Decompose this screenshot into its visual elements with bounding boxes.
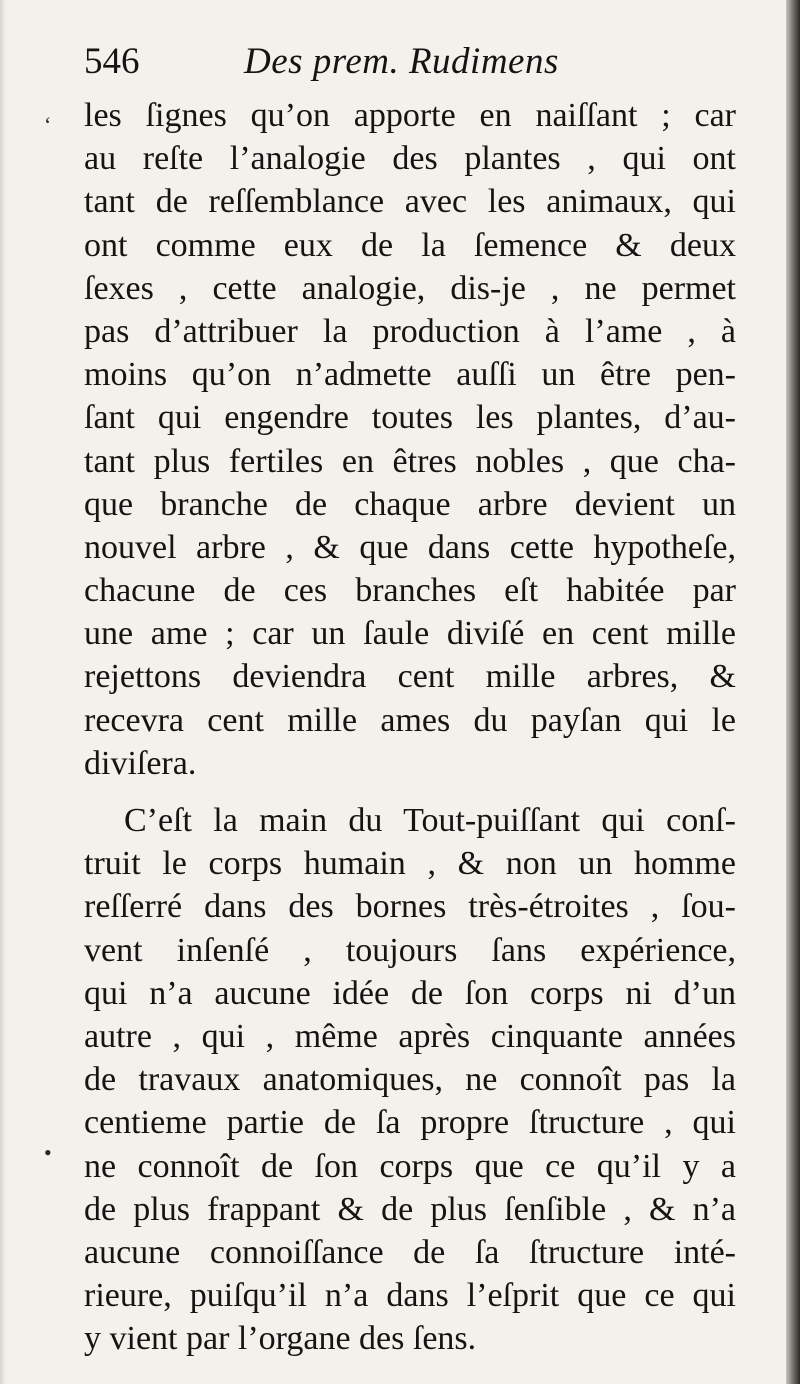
book-spine-shadow xyxy=(786,0,800,1384)
text-line: truit le corps humain , & non un homme xyxy=(84,845,736,883)
page-header xyxy=(84,36,744,92)
running-head: Des prem. Rudimens xyxy=(244,41,559,82)
text-line: C’eſt la main du Tout-puiſſant qui conſ- xyxy=(124,802,736,839)
text-line: diviſera. xyxy=(84,744,197,782)
text-line: centieme partie de ſa propre ſtructure , qui xyxy=(84,1104,736,1142)
text-line: rieure, puiſqu’il n’a dans l’eſprit que ce qui xyxy=(84,1277,736,1315)
text-line: les ſignes qu’on apporte en naiſſant ; car xyxy=(84,97,736,134)
text-line: de travaux anatomiques, ne connoît pas la xyxy=(84,1061,736,1099)
text-line: aucune connoiſſance de ſa ſtructure inté- xyxy=(84,1233,736,1271)
text-line: ont comme eux de la ſemence & deux xyxy=(84,226,736,264)
page-number: 546 xyxy=(84,41,140,82)
text-line: reſſerré dans des bornes très-étroites , ſou- xyxy=(84,888,736,926)
text-line: qui n’a aucune idée de ſon corps ni d’un xyxy=(84,974,736,1012)
text-line: nouvel arbre , & que dans cette hypotheſe, xyxy=(84,528,736,566)
text-line: moins qu’on n’admette auſſi un être pen- xyxy=(84,356,736,394)
text-line: ne connoît de ſon corps que ce qu’il y a xyxy=(84,1147,736,1185)
paragraph-1 xyxy=(84,94,736,785)
text-line: pas d’attribuer la production à l’ame , à xyxy=(84,312,736,350)
text-line: autre , qui , même après cinquante années xyxy=(84,1017,736,1055)
text-line: ſant qui engendre toutes les plantes, d’au- xyxy=(84,399,736,437)
text-line: recevra cent mille ames du payſan qui le xyxy=(84,701,736,739)
text-line: une ame ; car un ſaule diviſé en cent mille xyxy=(84,615,736,653)
text-line: ſexes , cette analogie, dis-je , ne permet xyxy=(84,269,736,307)
margin-speck-mark: ‘ xyxy=(44,112,52,137)
text-line: au reſte l’analogie des plantes , qui ont xyxy=(84,140,736,178)
text-line: que branche de chaque arbre devient un xyxy=(84,485,736,523)
text-line: chacune de ces branches eſt habitée par xyxy=(84,572,736,610)
text-line: rejettons deviendra cent mille arbres, & xyxy=(84,658,736,696)
text-line: tant plus fertiles en êtres nobles , que cha- xyxy=(84,442,736,480)
text-line: de plus frappant & de plus ſenſible , & n’a xyxy=(84,1190,736,1228)
page-left-edge xyxy=(0,0,6,1384)
margin-bullet-mark: • xyxy=(44,1140,52,1165)
text-line: vent inſenſé , toujours ſans expérience, xyxy=(84,931,736,969)
text-line: y vient par l’organe des ſens. xyxy=(84,1320,477,1358)
paragraph-2 xyxy=(84,799,736,1360)
text-line: tant de reſſemblance avec les animaux, qui xyxy=(84,183,736,221)
body-text xyxy=(84,94,736,1360)
